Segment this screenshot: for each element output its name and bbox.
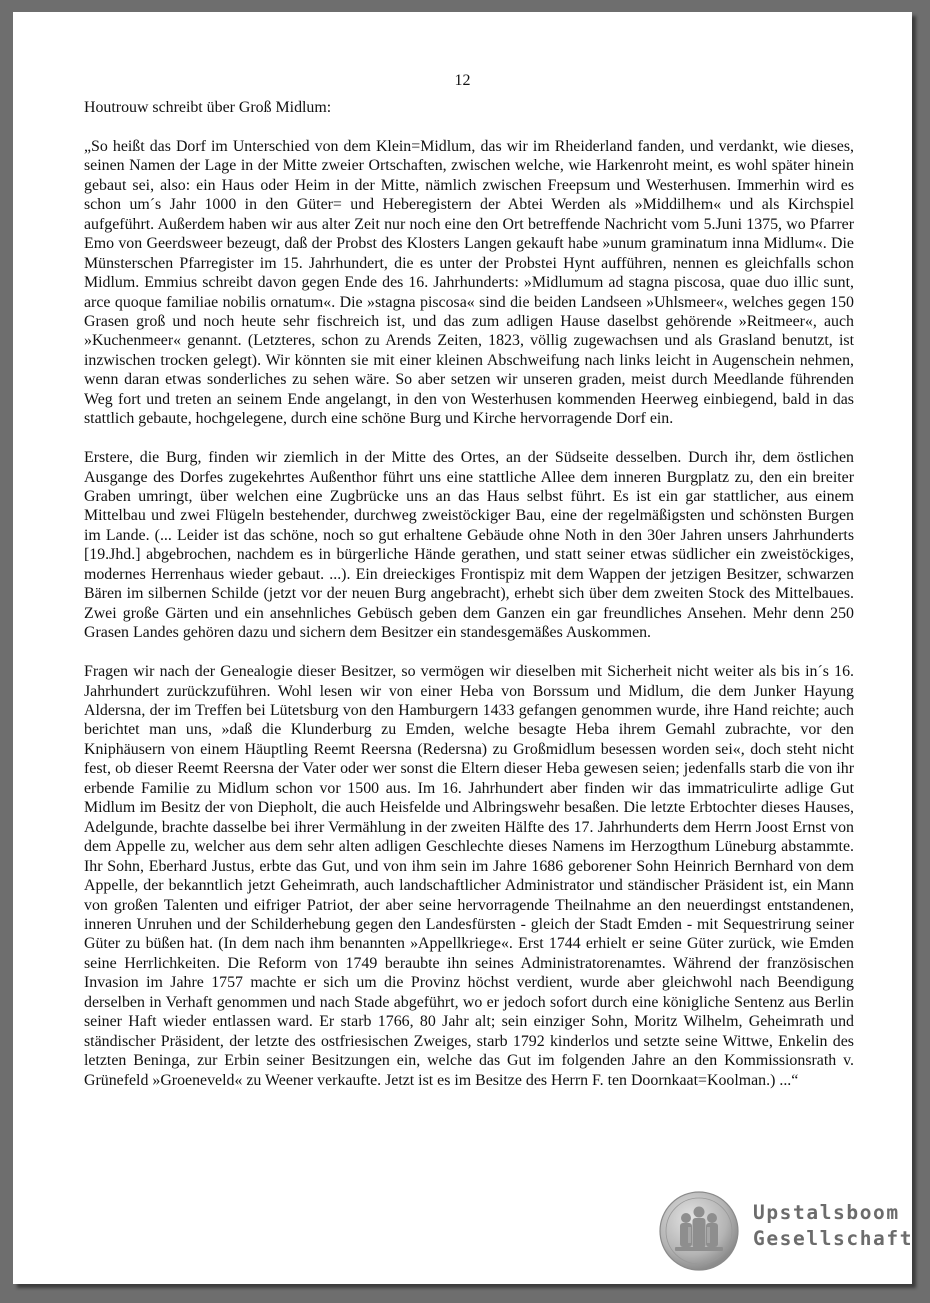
paragraph-castle: Erstere, die Burg, finden wir ziemlich in der Mitte des Ortes, an der Südseite desselben. Durch ihr, dem östlichen Ausgange des Dorfes zugekehrtes Außenthor führt uns eine stattliche Allee dem inneren Burgplatz zu, den ein breiter Graben umringt, über welchen eine Zugbrücke uns an das Haus selbst führt. Es ist ein gar stattlicher, aus einem Mittelbau und zwei Flügeln bestehender, durchweg zweistöckiger Bau, eine der regelmäßigsten und schönsten Burgen im Lande. (... Leider ist das schöne, noch so gut erhaltene Gebäude ohne Noth in den 30er Jahren unsers Jahrhunderts [19.Jhd.] abgebrochen, nachdem es in bürgerliche Hände gerathen, und statt seiner etwas südlicher ein zweistöckiges, modernes Herrenhaus wieder gebaut. ...). Ein dreieckiges Frontispiz mit dem Wappen der jetzigen Besitzer, schwarzen Bären im silbernen Schilde (jetzt vor der neuen Burg angebracht), erhebt sich über dem zweiten Stock des Mittelbaues. Zwei große Gärten und ein ansehnliches Gebüsch geben dem Ganzen ein gar freundliches Ansehen. Mehr denn 250 Grasen Landes gehören dazu und sichern dem Besitzer ein standesgemäßes Auskommen. [84, 449, 854, 642]
paragraph-genealogy: Fragen wir nach der Genealogie dieser Besitzer, so vermögen wir dieselben mit Sicherheit nicht weiter als bis in´s 16. Jahrhundert zurückzuführen. Wohl lesen wir von einer Heba von Borssum und Midlum, die dem Junker Hayung Aldersna, der im Treffen bei Lütetsburg von den Hamburgern 1433 gefangen genommen wurde, ihre Hand reichte; auch berichtet man uns, »daß die Klunderburg zu Emden, welche besagte Heba ihrem Gemahl zubrachte, vor den Kniphäusern von einem Häuptling Reemt Reersna (Redersna) zu Großmidlum besessen worden sei«, doch steht nicht fest, ob dieser Reemt Reersna der Vater oder wer sonst die Eltern dieser Heba gewesen seien; jedenfalls starb die von ihr erbende Familie zu Midlum schon vor 1500 aus. Im 16. Jahrhundert aber finden wir das immatriculirte adlige Gut Midlum im Besitz der von Diepholt, die auch Heisfelde und Albringswehr besaßen. Die letzte Erbtochter dieses Hauses, Adelgunde, brachte dasselbe bei ihrer Vermählung in der zweiten Hälfte des 17. Jahrhunderts dem Herrn Joost Ernst von dem Appelle zu, welcher aus dem sehr alten adligen Geschlechte dieses Namens im Herzogthum Lüneburg abstammte. Ihr Sohn, Eberhard Justus, erbte das Gut, und von ihm sein im Jahre 1686 geborener Sohn Heinrich Bernhard von dem Appelle, der bekanntlich jetzt Geheimrath, auch landschaftlicher Administrator und ständischer Präsident ist, ein Mann von großen Talenten und eifriger Patriot, der aber seine hervorragende Theilnahme an den neuerdingst entstandenen, inneren Unruhen und der Schilderhebung gegen den Landesfürsten - gleich der Stadt Emden - mit Sequestrirung seiner Güter zu büßen hat. (In dem nach ihm benannten »Appellkriege«. Erst 1744 erhielt er seine Güter zurück, wie Emden seine Herrlichkeiten. Die Reform von 1749 beraubte ihn seines Administratorenamtes. Während der französischen Invasion im Jahre 1757 machte er sich um die Provinz höchst verdient, wurde aber gleichwohl nach Beendigung derselben in Verhaft genommen und nach Stade abgeführt, wo er jedoch sofort durch eine königliche Sentenz aus Berlin seiner Haft wieder entlassen ward. Er starb 1766, 80 Jahr alt; sein einziger Sohn, Moritz Wilhelm, Geheimrath und ständischer Präsident, der letzte des ostfriesischen Zweiges, starb 1792 kinderlos und setzte seine Wittwe, Enkelin des letzten Beninga, zur Erbin seiner Besitzungen ein, welche das Gut im folgenden Jahre an den Kommissionsrath v. Grünefeld »Groeneveld« zu Weener verkaufte. Jetzt ist es im Besitze des Herrn F. ten Doornkaat=Koolman.) ...“ [84, 663, 854, 1089]
document-page [13, 12, 912, 1284]
logo-line-2: Gesellschaft [753, 1227, 914, 1250]
intro-heading: Houtrouw schreibt über Groß Midlum: [84, 99, 332, 116]
body-text [84, 98, 854, 1110]
paragraph-quote-village: „So heißt das Dorf im Unterschied von dem Klein=Midlum, das wir im Rheiderland fanden, und verdankt, wie dieses, seinen Namen der Lage in der Mitte zweier Ortschaften, zwischen welche, wie Harkenroht meint, es wohl später hinein gebaut sei, also: ein Haus oder Heim in der Mitte, nämlich zwischen Freepsum und Westerhusen. Immerhin wird es schon um´s Jahr 1000 in den Güter= und Heberegistern der Abtei Werden als »Middilhem« und als Kirchspiel aufgeführt. Außerdem haben wir aus alter Zeit nur noch eine den Ort betreffende Nachricht vom 5.Juni 1375, wo Pfarrer Emo von Geerdsweer bezeugt, daß der Probst des Klosters Langen gekauft habe »unum graminatum inna Midlum«. Die Münsterschen Pfarregister im 15. Jahrhundert, die es unter der Probstei Hynt aufführen, nennen es gleichfalls schon Midlum. Emmius schreibt davon gegen Ende des 16. Jahrhunderts: »Midlumum ad stagna piscosa, quae duo illic sunt, arce quoque familiae nobilis ornatum«. Die »stagna piscosa« sind die beiden Landseen »Uhlsmeer«, welches gegen 150 Grasen groß und noch heute sehr fischreich ist, und das zum adligen Hause daselbst gehörende »Reitmeer«, auch »Kuchenmeer« genannt. (Letzteres, schon zu Arends Zeiten, 1823, völlig zugewachsen und als Grasland benutzt, ist inzwischen trocken gelegt). Wir könnten sie mit einer kleinen Abschweifung nach links leicht in Augenschein nehmen, wenn daran etwas sonderliches zu sehen wäre. So aber setzen wir unseren graden, meist durch Meedlande führenden Weg fort und treten an seinem Ende angelangt, in den von Westerhusen kommenden Heerweg einbiegend, bald in das stattlich gebaute, hochgelegene, durch eine schöne Burg und Kirche hervorragende Dorf ein. [84, 137, 854, 428]
logo-wordmark [753, 1200, 913, 1252]
logo-line-1: Upstalsboom [753, 1201, 900, 1224]
page-number: 12 [454, 72, 471, 89]
upstalsboom-seal-icon [659, 1191, 739, 1271]
society-logo [659, 1191, 914, 1277]
